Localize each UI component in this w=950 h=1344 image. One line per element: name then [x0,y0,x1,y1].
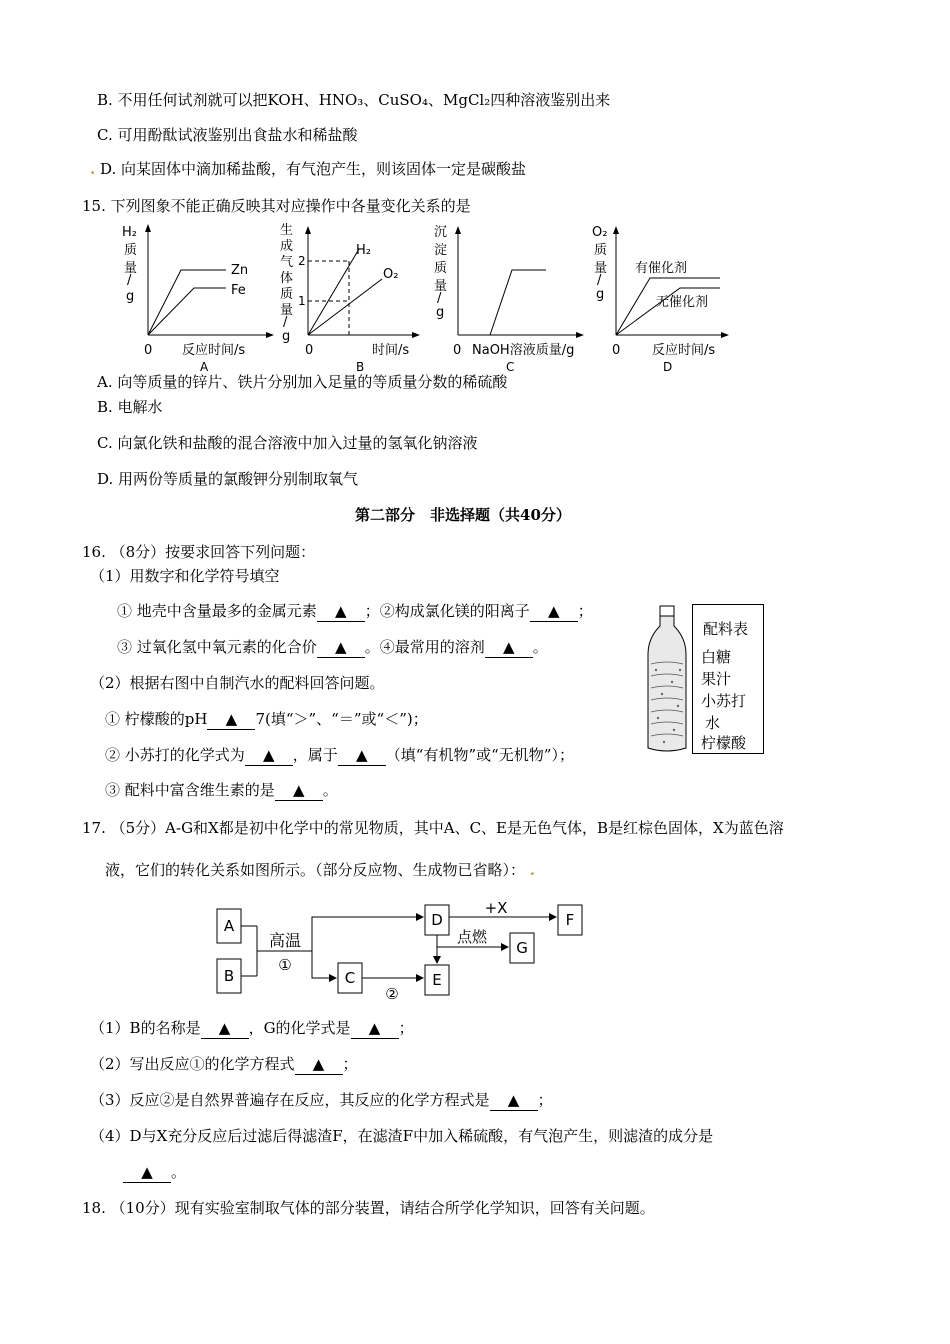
graph-d-ylabel-2: 量 [594,261,608,276]
node-a-label: A [223,917,235,935]
q15-option-b: B. 电解水 [97,398,163,416]
q16-line2-b: 。④最常用的溶剂 [364,638,485,656]
answer-blank[interactable]: ▲ [317,637,365,658]
q17-sub3-a: （3）反应②是自然界普遍存在反应，其反应的化学方程式是 [90,1091,490,1109]
graph-c-ylabel-0: 沉 [434,225,448,240]
graph-b-tick-1: 1 [298,294,306,308]
answer-blank[interactable]: ▲ [207,709,255,730]
ingredient-item: 柠檬酸 [701,734,747,752]
answer-blank[interactable]: ▲ [123,1162,171,1183]
graph-b-origin: 0 [305,343,314,358]
q16-line3-a: ① 柠檬酸的pH [105,710,208,728]
q17-stem-2-text: 液，它们的转化关系如图所示。（部分反应物、生成物已省略）： [105,861,526,879]
q16-line4-c: （填“有机物”或“无机物”）； [385,746,574,764]
cond-reaction-1: ① [278,956,292,974]
graph-b-xlabel: 时间/s [372,343,410,358]
q17-sub2-a: （2）写出反应①的化学方程式 [90,1055,295,1073]
graph-b-ylabel-6: / [283,315,288,330]
graph-c-xlabel: NaOH溶液质量/g [472,343,575,358]
q16-line5 [105,780,338,801]
graph-b-series-o2: O₂ [383,267,399,282]
cond-high-temp: 高温 [268,931,302,950]
q17-sub2-b: ； [342,1055,358,1073]
answer-blank[interactable]: ▲ [490,1090,538,1111]
graph-a-ylabel-2: 量 [124,261,138,276]
q17-sub3-b: ； [537,1091,553,1109]
q17-sub1 [90,1018,414,1039]
mark-dot: . [90,160,96,178]
flow-diagram [210,895,590,1005]
graph-d-ylabel-4: g [596,287,605,302]
q17-sub4-answer [123,1162,186,1183]
q16-line3-b: 7(填“＞”、“＝”或“＜”)； [255,710,428,728]
graph-a-ylabel-4: g [126,289,135,304]
graph-c-ylabel-4: / [437,291,442,306]
graph-c-origin: 0 [453,343,462,358]
graph-b-ylabel-7: g [282,329,291,344]
q17-sub1-b: ，G的化学式是 [248,1019,351,1037]
graph-b-series-h2: H₂ [356,243,371,258]
q15-option-c: C. 向氯化铁和盐酸的混合溶液中加入过量的氢氧化钠溶液 [97,434,478,452]
graph-c [428,222,598,372]
graph-d-ylabel-1: 质 [594,243,608,258]
cond-ignite: 点燃 [456,928,488,946]
q17-sub1-c: ； [398,1019,414,1037]
graph-a-series-zn: Zn [231,263,249,278]
q16-line1-c: ； [577,602,593,620]
graph-a-ylabel-3: / [127,273,132,288]
ingredient-title: 配料表 [703,620,749,638]
q16-line2-c: 。 [532,638,548,656]
graph-d [588,222,758,372]
q17-stem-1: 17. （5分）A-G和X都是初中化学中的常见物质，其中A、C、E是无色气体，B是红棕色固体，X为蓝色溶 [82,819,784,837]
q16-line4-b: ，属于 [292,746,338,764]
node-d-label: D [431,911,443,929]
answer-blank[interactable]: ▲ [338,745,386,766]
node-f-label: F [565,911,575,929]
bottle-icon [642,604,692,754]
graph-b-ylabel-2: 气 [280,255,294,270]
q17-sub2 [90,1054,358,1075]
ingredient-list [692,604,764,754]
answer-blank[interactable]: ▲ [245,745,293,766]
graph-b-ylabel-5: 量 [280,303,294,318]
answer-blank[interactable]: ▲ [485,637,533,658]
graph-a-origin: 0 [144,343,153,358]
q16-line4 [105,745,574,766]
q16-part2: （2）根据右图中自制汽水的配料回答问题。 [90,674,385,692]
q14-option-b: B. 不用任何试剂就可以把KOH、HNO₃、CuSO₄、MgCl₂四种溶液鉴别出来 [97,91,611,109]
graph-a [118,222,278,372]
section-title: 第二部分 非选择题（共40分） [355,506,571,524]
q16-line3 [105,709,428,730]
answer-blank[interactable]: ▲ [351,1018,399,1039]
graph-d-series-catalyst: 有催化剂 [635,261,688,276]
q17-sub4-end: 。 [171,1163,187,1181]
graph-b-tick-2: 2 [298,254,306,268]
graph-a-xlabel: 反应时间/s [182,343,246,358]
answer-blank[interactable]: ▲ [275,780,323,801]
graph-d-ylabel-3: / [597,273,602,288]
answer-blank[interactable]: ▲ [295,1054,343,1075]
graph-c-ylabel-3: 量 [434,279,448,294]
q16-line5-b: 。 [322,781,338,799]
node-b-label: B [223,967,235,985]
q15-option-a: A. 向等质量的锌片、铁片分别加入足量的等质量分数的稀硫酸 [97,373,508,391]
cond-reaction-2: ② [385,985,399,1003]
q17-sub4: （4）D与X充分反应后过滤后得滤渣F，在滤渣F中加入稀硫酸，有气泡产生，则滤渣的成分是 [90,1127,714,1145]
q16-line1-b: ；②构成氯化镁的阳离子 [364,602,530,620]
q16-line4-a: ② 小苏打的化学式为 [105,746,245,764]
ingredient-item: 小苏打 [701,692,747,710]
graph-b-tag: B [356,360,365,372]
q16-line1 [117,601,593,622]
node-c-label: C [344,969,356,987]
graph-b-ylabel-0: 生 [280,223,294,238]
graph-d-xlabel: 反应时间/s [652,343,716,358]
graph-c-ylabel-2: 质 [434,261,448,276]
node-e-label: E [432,971,442,989]
graph-d-origin: 0 [612,343,621,358]
q17-sub3 [90,1090,553,1111]
graph-a-series-fe: Fe [231,283,246,298]
q15-option-d: D. 用两份等质量的氯酸钾分别制取氧气 [97,470,359,488]
answer-blank[interactable]: ▲ [201,1018,249,1039]
ingredient-item: 水 [705,714,721,732]
graph-c-tag: C [506,360,515,372]
q15-stem: 15. 下列图象不能正确反映其对应操作中各量变化关系的是 [82,197,471,215]
graph-b-ylabel-1: 成 [280,239,294,254]
q16-stem: 16. （8分）按要求回答下列问题： [82,543,316,561]
q14-option-d-text: D. 向某固体中滴加稀盐酸，有气泡产生，则该固体一定是碳酸盐 [100,160,527,178]
cond-plus-x: +X [484,899,508,917]
graph-a-ylabel-1: 质 [124,243,138,258]
graph-a-tag: A [200,360,209,372]
q16-part1: （1）用数字和化学符号填空 [90,567,280,585]
graph-c-ylabel-5: g [436,305,445,320]
graph-d-ylabel-0: O₂ [592,225,608,240]
q14-option-d [90,159,526,179]
q17-stem-2 [105,860,535,880]
graph-c-ylabel-1: 淀 [434,243,448,258]
graph-b [278,222,428,372]
graph-b-ylabel-4: 质 [280,287,294,302]
graph-d-tag: D [663,360,673,372]
mark-dot: . [529,861,536,879]
q14-option-c: C. 可用酚酞试液鉴别出食盐水和稀盐酸 [97,126,358,144]
q16-line1-a: ① 地壳中含量最多的金属元素 [117,602,317,620]
q16-line2-a: ③ 过氧化氢中氧元素的化合价 [117,638,317,656]
q18-stem: 18. （10分）现有实验室制取气体的部分装置，请结合所学化学知识，回答有关问题。 [82,1199,655,1217]
ingredient-item: 果汁 [701,670,732,688]
ingredient-item: 白糖 [701,648,732,666]
q17-sub1-a: （1）B的名称是 [90,1019,201,1037]
q16-line2 [117,637,548,658]
answer-blank[interactable]: ▲ [317,601,365,622]
q16-line5-a: ③ 配料中富含维生素的是 [105,781,275,799]
answer-blank[interactable]: ▲ [530,601,578,622]
node-g-label: G [516,939,528,957]
graph-d-series-no-catalyst: 无催化剂 [656,295,709,310]
graph-a-ylabel-0: H₂ [122,225,137,240]
graph-b-ylabel-3: 体 [280,271,294,286]
